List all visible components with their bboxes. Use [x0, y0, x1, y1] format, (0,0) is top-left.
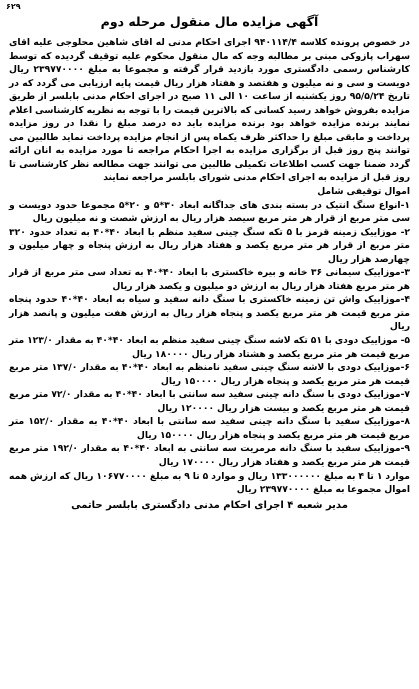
seized-items-list	[9, 199, 410, 470]
total-summary: موارد ۱ تا ۴ به مبلغ ۱۳۳۰۰۰۰۰۰ ریال و موارد ۵ تا ۹ به مبلغ ۱۰۶۷۷۰۰۰۰ ریال که ارزش همه اموال مجموعا به مبلغ ۲۳۹۷۷۰۰۰۰ ریال	[9, 470, 410, 496]
page-number: ۶۲۹	[6, 2, 21, 11]
list-item: ۸-موزاییک سفید با سنگ دانه چینی سفید سه سانتی با ابعاد ۴۰*۴۰ به مقدار ۱۵۲/۰ متر مربع قیمت هر متر مربع یکصد و پنجاه هزار ریال ۱۵۰۰۰۰ ریال	[9, 416, 411, 441]
notice-title: آگهی مزایده مال منقول مرحله دوم	[100, 14, 319, 29]
list-item: ۴-موزاییک واش تن زمینه خاکستری با سنگ دانه سفید و سیاه به ابعاد ۴۰*۴۰ حدود پنجاه متر مربع قیمت هر متر مربع یکصد و پنجاه هزار ریال به ارزش هفت میلیون و پانصد هزار ریال	[9, 294, 410, 333]
items-heading: اموال توقیفی شامل	[317, 186, 410, 198]
list-item: ۹-موزاییک سفید با سنگ دانه مرمریت سه سانتی به ابعاد ۴۰*۴۰ به مقدار ۱۹۲/۰ متر مربع قیمت هر متر مربع یکصد و هفتاد هزار ریال ۱۷۰۰۰۰ ریال	[9, 443, 410, 468]
intro-paragraph: در خصوص پرونده کلاسه ۹۴۰۱۱۴/۴ اجرای احکام مدنی له اقای شاهین محلوجی علیه اقای سهراب پازوکی مبنی بر مطالبه وجه که مال منقول محکوم علیه توقیف گردیده که توسط کارشناس رسمی دادگستری مورد بازدید قرار گرفته و مجموعا به مبلغ ۲۳۹۷۷۰۰۰۰ ریال دویست و سی و نه میلیون و هفتصد و هفتاد هزار ریال قیمت پایه ارزیابی می گردد که در تاریخ ۹۵/۵/۲۴ روز یکشنبه از ساعت ۱۰ الی ۱۱ صبح در اجرای احکام مدنی بابلسر از طریق مزایده بفروش خواهد رسید کسانی که بالاترین قیمت را با توجه به نظریه کارشناسی اعلام نمایند برنده مزایده خواهد بود برنده مزایده باید ده درصد مبلغ را نقدا در روز مزایده پرداخت و مابقی مبلغ را حداکثر ظرف یکماه پس از انجام مزایده پرداخت نماید طالبین می توانند پنج روز قبل از برگزاری مزایده به اجرا احکام مراجعه تا مورد مزایده به انان ارائه گردد ضمنا جهت کسب اطلاعات تکمیلی طالبین می توانند جهت مطالعه نظر کارشناسی تا روز قبل از مزایده به اجرای احکام مدنی شورای بابلسر مراجعه نمایند	[9, 37, 410, 184]
list-item: ۱-انواع سنگ انتیک در بسته بندی های جداگانه ابعاد ۳۰*۵ و ۲۰*۵ مجموعا حدود دویست و سی متر مربع از قرار هر متر مربع سیصد هزار ریال به ارزش شصت و نه میلیون ریال	[9, 199, 410, 225]
signature-line: مدیر شعبه ۴ اجرای احکام مدنی دادگستری بابلسر حاتمی	[71, 499, 348, 511]
list-item: ۲- موزاییک زمینه قرمز با ۵ تکه سنگ چینی سفید منظم با ابعاد ۴۰*۴۰ به تعداد حدود ۳۲۰ متر مربع از قرار هر متر مربع یکصد و هفتاد هزار ریال به ارزش پنجاه و چهار میلیون و چهارصد هزار ریال	[9, 226, 411, 265]
list-item: ۶-موزاییک دودی با لاشه سنگ چینی سفید نامنظم به ابعاد ۴۰*۴۰ به مقدار ۱۳۷/۰ متر مربع قیمت هر متر مربع یکصد و پنجاه هزار ریال ۱۵۰۰۰۰ ریال	[9, 362, 411, 387]
notice-body	[9, 36, 410, 497]
list-item: ۷-موزاییک دودی با سنگ دانه چینی سفید سه سانتی با ابعاد ۴۰*۴۰ به مقدار ۷۲/۰ متر مربع قیمت هر متر مربع یکصد و بیست هزار ریال ۱۲۰۰۰۰ ریال	[9, 389, 410, 414]
list-item: ۳-موزاییک سیمانی ۳۶ خانه و بیره خاکستری با ابعاد ۴۰*۴۰ به تعداد سی متر مربع از قرار هر متر مربع هفتاد هزار ریال به ارزش دو میلیون و یکصد هزار ریال	[9, 267, 410, 292]
list-item: ۵- موزاییک دودی با ۵۱ تکه لاشه سنگ چینی سفید منظم به ابعاد ۴۰*۴۰ به مقدار ۱۲۳/۰ متر مربع قیمت هر متر مربع یکصد و هشتاد هزار ریال ۱۸۰۰۰۰ ریال	[9, 335, 410, 360]
